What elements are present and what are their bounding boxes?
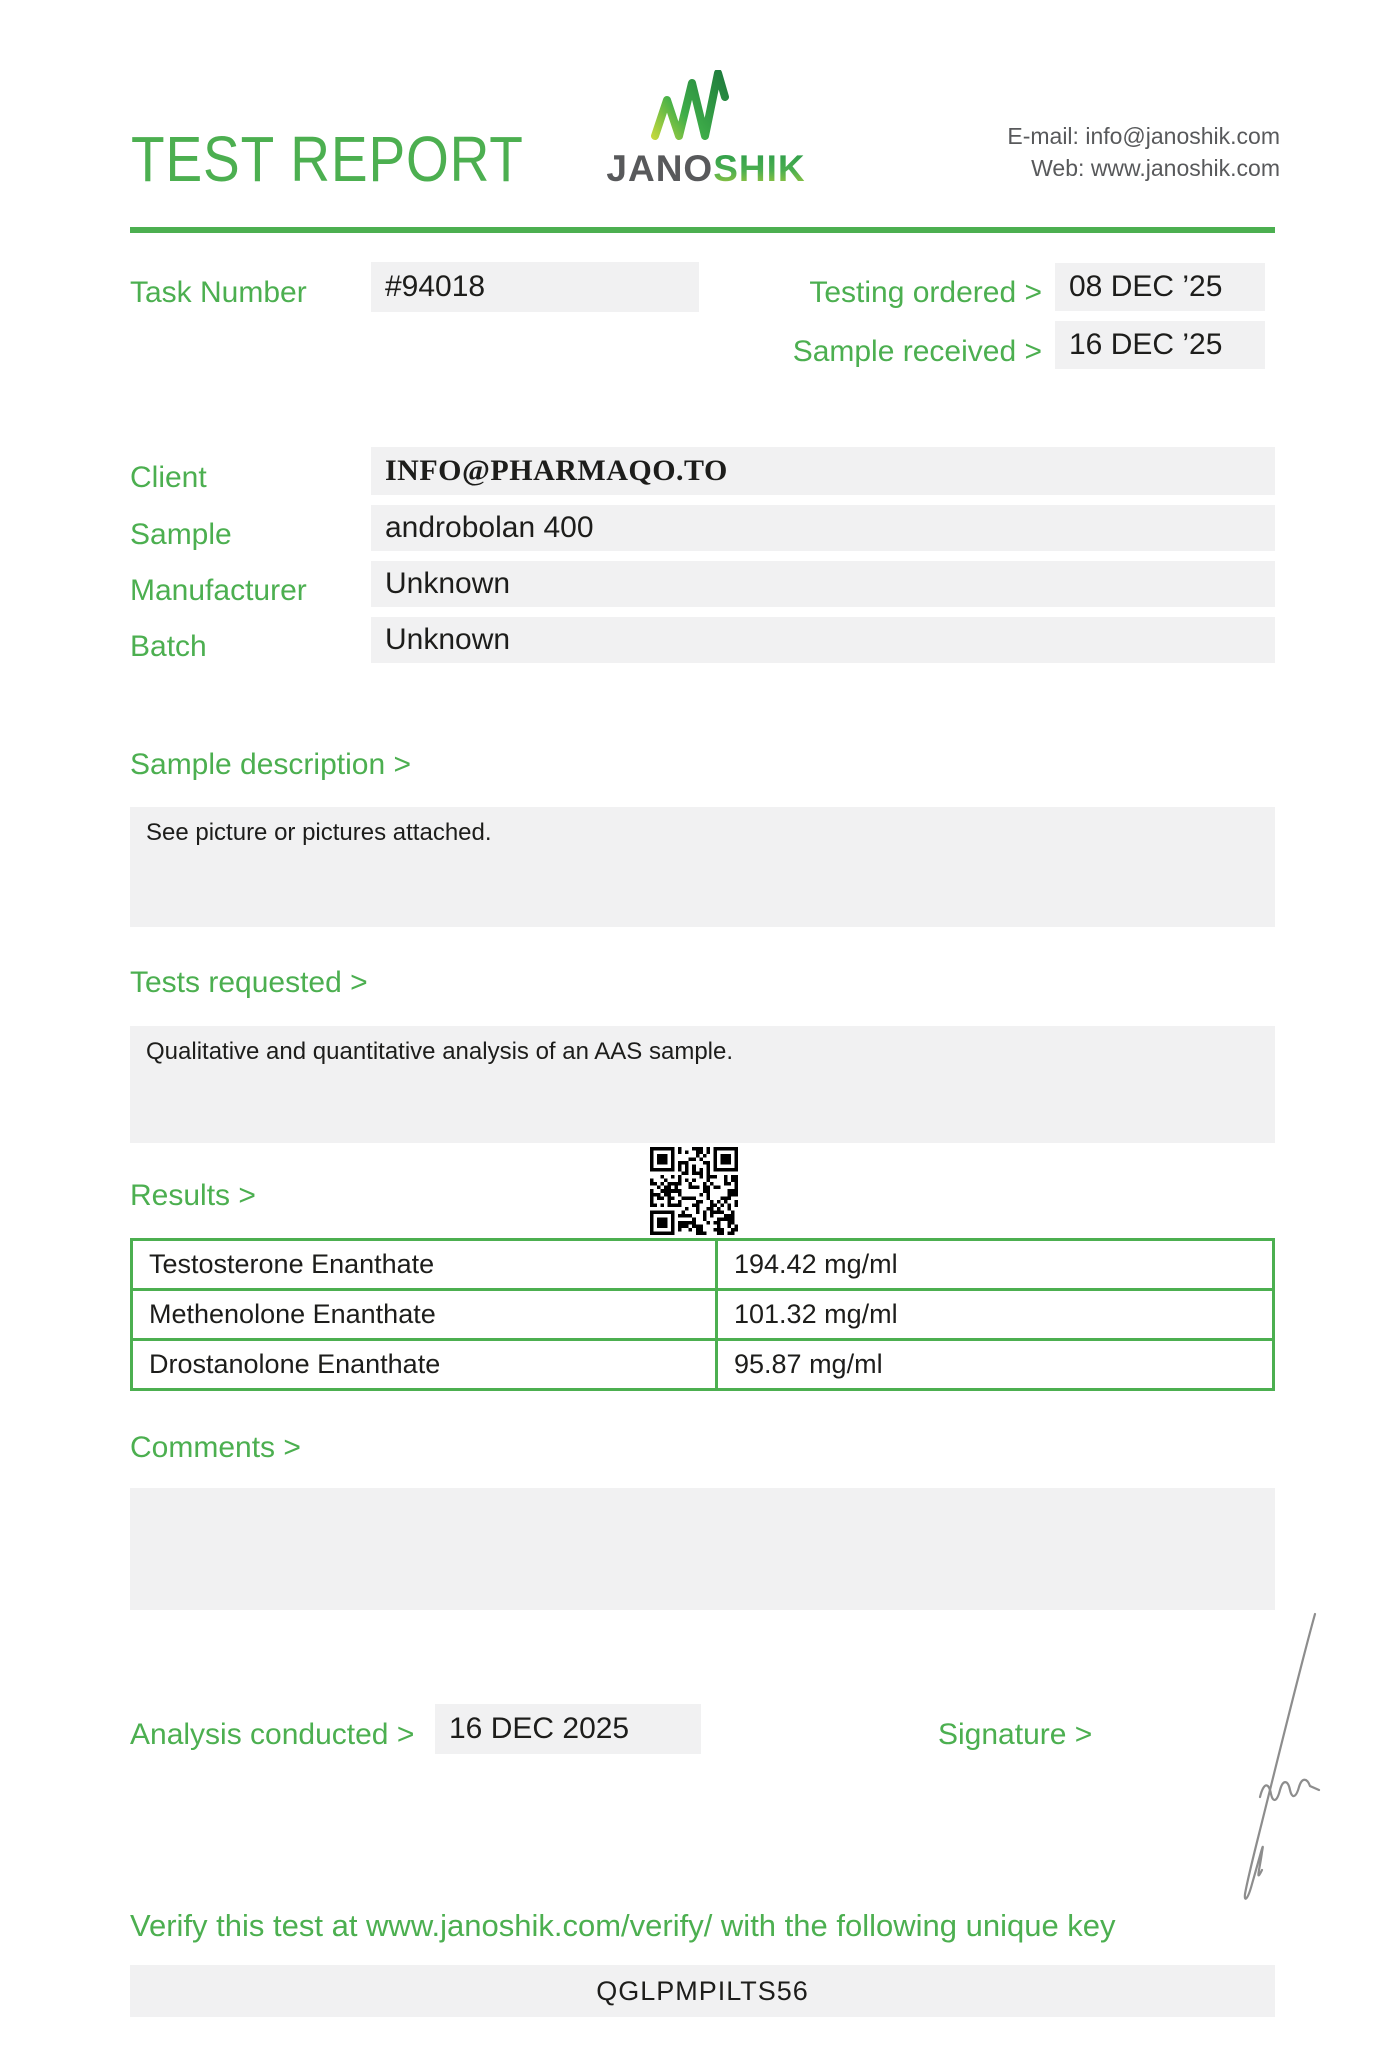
qr-code [650, 1147, 738, 1235]
email-link[interactable]: info@janoshik.com [1085, 123, 1280, 149]
result-name: Methenolone Enanthate [132, 1290, 717, 1340]
task-number-value: #94018 [371, 262, 699, 312]
client-label: Client [130, 461, 207, 494]
signature-label: Signature > [938, 1718, 1093, 1751]
sample-received-value: 16 DEC ’25 [1055, 321, 1265, 369]
table-row [132, 1240, 1274, 1290]
result-name: Testosterone Enanthate [132, 1240, 717, 1290]
table-row [132, 1340, 1274, 1390]
client-value: INFO@PHARMAQO.TO [371, 447, 1275, 495]
analysis-conducted-label: Analysis conducted > [130, 1718, 415, 1751]
table-row [132, 1290, 1274, 1340]
task-number-label: Task Number [130, 276, 307, 309]
logo-wordmark-part2: SHIK [713, 148, 806, 189]
batch-value: Unknown [371, 617, 1275, 663]
comments-box [130, 1488, 1275, 1610]
manufacturer-value: Unknown [371, 561, 1275, 607]
logo-wordmark [601, 148, 811, 190]
verify-instructions: Verify this test at www.janoshik.com/verify/ with the following unique key [130, 1908, 1116, 1943]
tests-requested-box: Qualitative and quantitative analysis of an AAS sample. [130, 1026, 1275, 1143]
logo-chart-icon [648, 70, 743, 142]
verify-key: QGLPMPILTS56 [130, 1965, 1275, 2017]
contact-block [1007, 120, 1280, 184]
web-label: Web: [1031, 155, 1085, 181]
results-heading: Results > [130, 1179, 256, 1212]
testing-ordered-value: 08 DEC ’25 [1055, 263, 1265, 311]
result-value: 194.42 mg/ml [717, 1240, 1274, 1290]
logo-wordmark-part1: JANO [606, 148, 714, 189]
results-table [130, 1238, 1275, 1391]
header-divider [130, 227, 1275, 233]
result-value: 95.87 mg/ml [717, 1340, 1274, 1390]
analysis-conducted-value: 16 DEC 2025 [435, 1704, 701, 1754]
batch-label: Batch [130, 630, 207, 663]
comments-heading: Comments > [130, 1431, 301, 1464]
contact-email-line [1007, 120, 1280, 152]
sample-label: Sample [130, 518, 232, 551]
sample-description-box: See picture or pictures attached. [130, 807, 1275, 927]
testing-ordered-label: Testing ordered > [809, 276, 1042, 309]
web-link[interactable]: www.janoshik.com [1090, 155, 1280, 181]
signature-image [1165, 1612, 1355, 1912]
email-label: E-mail: [1007, 123, 1079, 149]
sample-value: androbolan 400 [371, 505, 1275, 551]
manufacturer-label: Manufacturer [130, 574, 307, 607]
tests-requested-heading: Tests requested > [130, 966, 368, 999]
sample-received-label: Sample received > [792, 335, 1042, 368]
sample-description-heading: Sample description > [130, 748, 411, 781]
result-name: Drostanolone Enanthate [132, 1340, 717, 1390]
page-title: TEST REPORT [131, 123, 524, 195]
contact-web-line [1007, 152, 1280, 184]
result-value: 101.32 mg/ml [717, 1290, 1274, 1340]
